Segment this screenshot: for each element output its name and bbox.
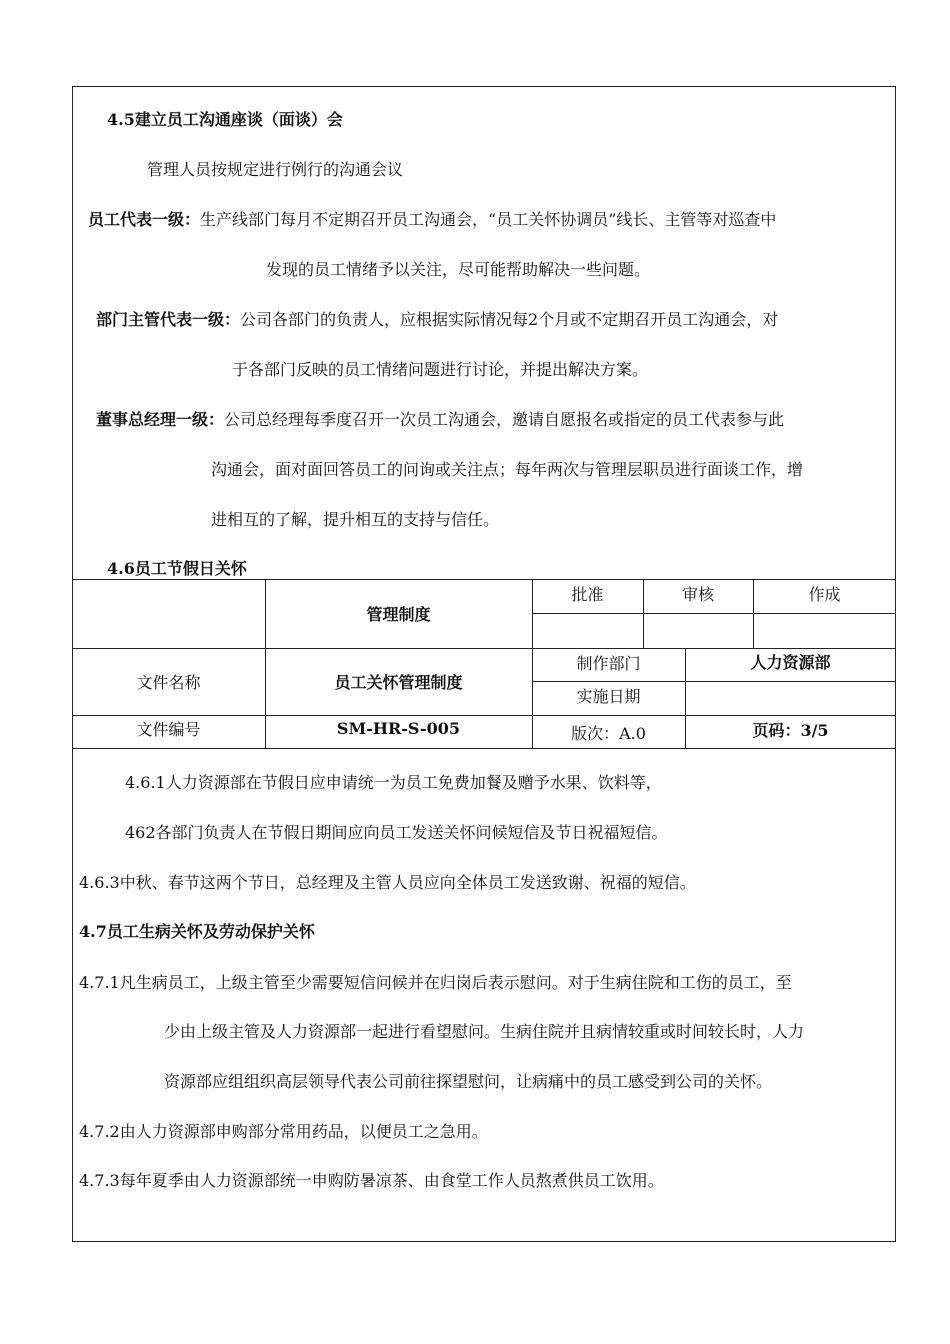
- file-name-value: 员工关怀管理制度: [334, 673, 463, 692]
- review-label: 审核: [681, 584, 714, 604]
- section-heading-4-6: 4.6员工节假日关怀: [107, 559, 247, 578]
- create-label: 作成: [808, 584, 841, 604]
- table-line: [532, 613, 896, 614]
- dept-level-text: 公司各部门的负责人，应根据实际情况每2个月或不定期召开员工沟通会，对: [240, 310, 779, 329]
- page-number: 页码：3/5: [752, 720, 829, 740]
- para-4-6-3: 4.6.3中秋、春节这两个节日，总经理及主管人员应向全体员工发送致谢、祝福的短信。: [79, 873, 696, 892]
- para-4-7-3: 4.7.3每年夏季由人力资源部统一申购防暑凉茶、由食堂工作人员熬煮供员工饮用。: [79, 1171, 664, 1190]
- employee-level-line-2: 发现的员工情绪予以关注，尽可能帮助解决一些问题。: [266, 260, 651, 279]
- dept-value: 人力资源部: [750, 652, 831, 672]
- dept-label: 制作部门: [576, 653, 641, 673]
- gm-level-text: 公司总经理每季度召开一次员工沟通会，邀请自愿报名或指定的员工代表参与此: [224, 410, 785, 429]
- gm-level-line-2: 沟通会，面对面回答员工的问询或关注点；每年两次与管理层职员进行面谈工作，增: [211, 460, 804, 479]
- para-4-6-1: 4.6.1人力资源部在节假日应申请统一为员工免费加餐及赠予水果、饮料等，: [125, 773, 662, 792]
- dept-level-label: 部门主管代表一级：: [96, 310, 241, 329]
- dept-level-line-2: 于各部门反映的员工情绪问题进行讨论，并提出解决方案。: [232, 360, 649, 379]
- approve-label: 批准: [571, 584, 604, 604]
- dept-level-line-1: [96, 310, 778, 330]
- para-4-6-2: 462各部门负责人在节假日期间应向员工发送关怀问候短信及节日祝福短信。: [125, 823, 668, 842]
- section-heading-4-5: 4.5建立员工沟通座谈（面谈）会: [107, 110, 343, 129]
- version-text: [532, 718, 685, 746]
- gm-level-line-3: 进相互的了解，提升相互的支持与信任。: [211, 510, 500, 529]
- para-4-7-1-line-2: 少由上级主管及人力资源部一起进行看望慰问。生病住院并且病情较重或时间较长时，人力: [164, 1022, 805, 1041]
- para-4-7-1-line-1: 4.7.1凡生病员工，上级主管至少需要短信问候并在归岗后表示慰问。对于生病住院和工伤的员工，至: [79, 973, 792, 992]
- employee-level-text: 生产线部门每月不定期召开员工沟通会，“员工关怀协调员”线长、主管等对巡查中: [200, 210, 777, 229]
- impl-date-label: 实施日期: [576, 686, 641, 706]
- file-name-label: 文件名称: [136, 673, 201, 692]
- intro-text: 管理人员按规定进行例行的沟通会议: [147, 160, 404, 179]
- version-value: 版次：A.0: [571, 723, 646, 743]
- para-4-7-2: 4.7.2由人力资源部申购部分常用药品，以便员工之急用。: [79, 1122, 488, 1141]
- file-no-label: 文件编号: [136, 719, 201, 739]
- employee-level-line-1: [88, 210, 776, 230]
- employee-level-label: 员工代表一级：: [88, 210, 201, 229]
- para-4-7-1-line-3: 资源部应组组织高层领导代表公司前往探望慰问，让病痛中的员工感受到公司的关怀。: [164, 1072, 773, 1091]
- table-line: [72, 748, 896, 749]
- mgmt-system-title: 管理制度: [366, 605, 431, 624]
- gm-level-line-1: [96, 410, 784, 430]
- file-no-value: SM-HR-S-005: [336, 718, 461, 738]
- section-heading-4-7: 4.7员工生病关怀及劳动保护关怀: [79, 922, 315, 941]
- gm-level-label: 董事总经理一级：: [96, 410, 225, 429]
